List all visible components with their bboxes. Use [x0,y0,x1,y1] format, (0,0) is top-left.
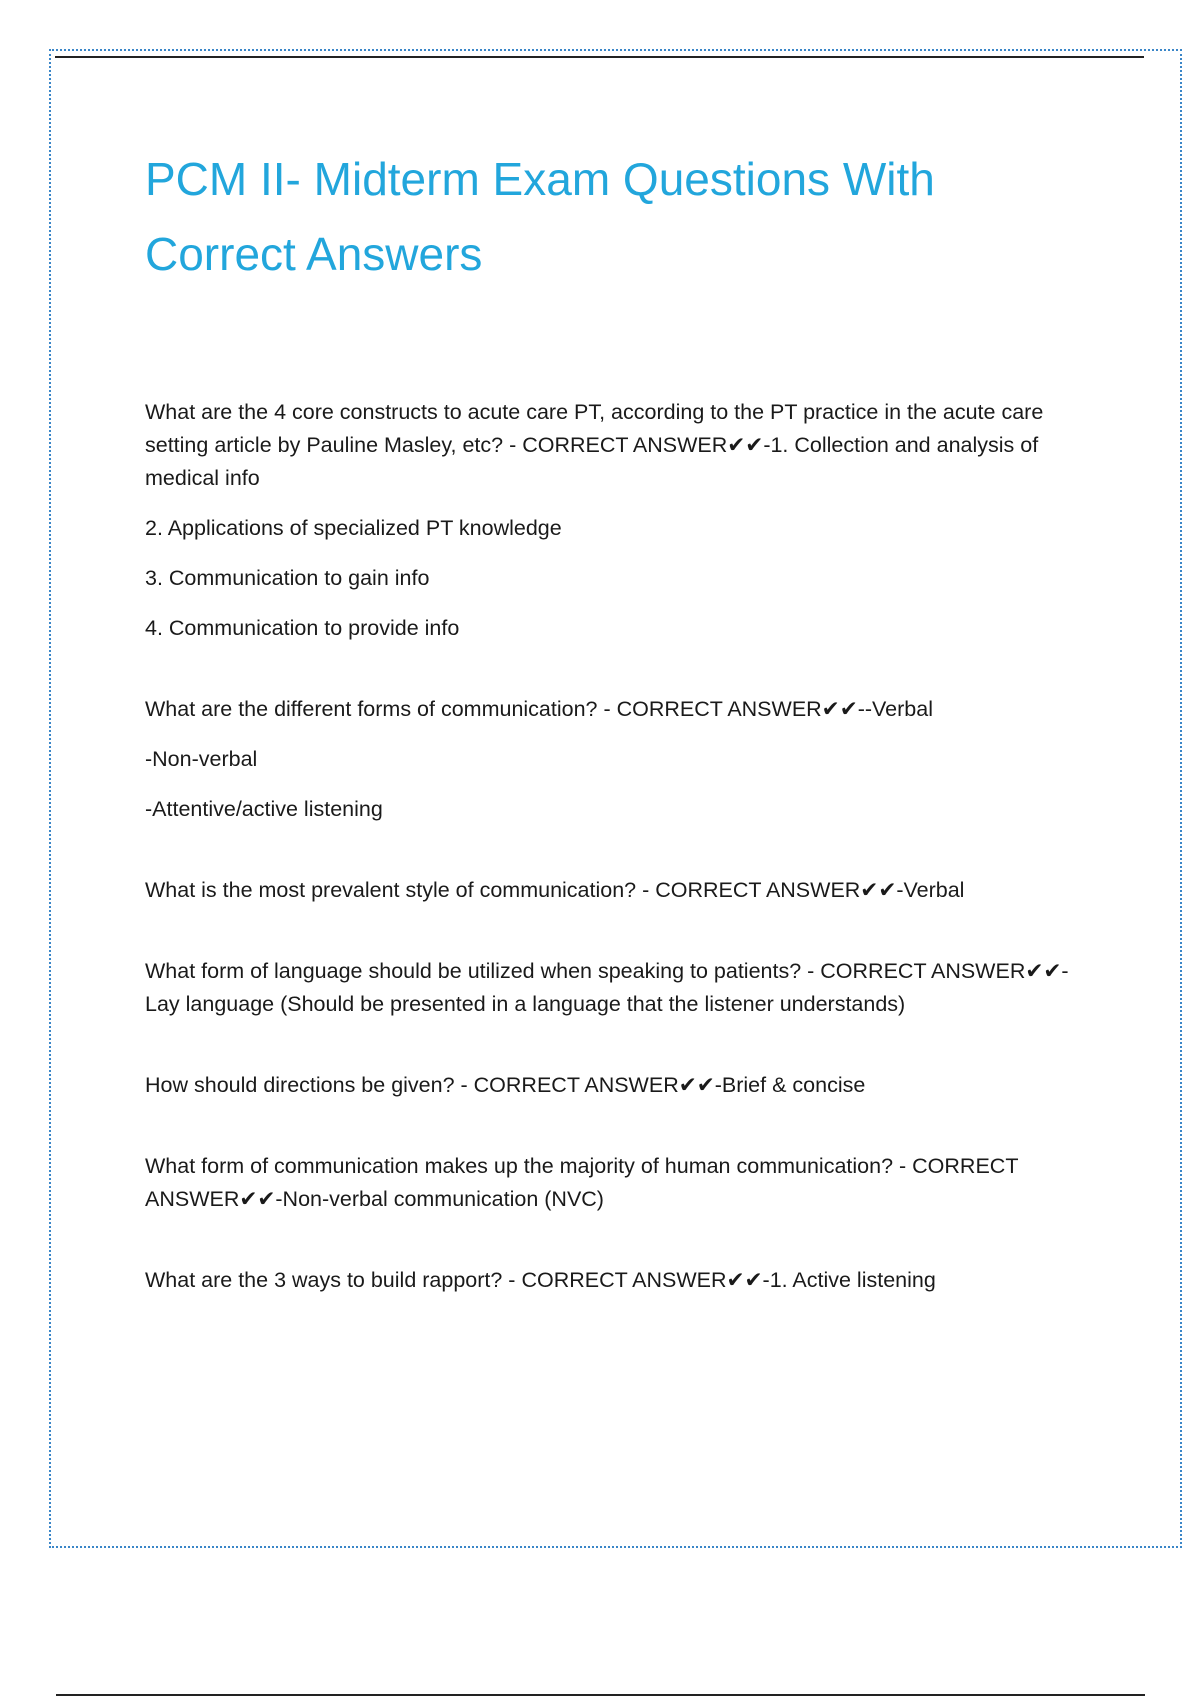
footer-rule [56,1694,1145,1696]
question-answer-text: What form of communication makes up the majority of human communication? - CORRECT ANSWER✔✔-Non-verbal communication (NVC) [145,1154,1019,1211]
qa-list [145,396,1095,1314]
question-answer-text: How should directions be given? - CORRECT ANSWER✔✔-Brief & concise [145,1073,866,1097]
answer-line: -Attentive/active listening [145,797,383,821]
answer-line: 2. Applications of specialized PT knowledge [145,516,562,540]
qa-item [145,1264,1095,1297]
answer-line: 3. Communication to gain info [145,566,430,590]
header-rule [55,56,1144,58]
qa-item [145,874,1095,907]
question-answer-text: What is the most prevalent style of communication? - CORRECT ANSWER✔✔-Verbal [145,878,965,902]
qa-item [145,1069,1095,1102]
document-title: PCM II- Midterm Exam Questions With Correct Answers [145,153,935,280]
answer-line: 4. Communication to provide info [145,616,460,640]
question-answer-text: What form of language should be utilized when speaking to patients? - CORRECT ANSWER✔✔-Lay language (Should be presented in a language that the listener understands) [145,959,1069,1016]
question-answer-text: What are the different forms of communication? - CORRECT ANSWER✔✔--Verbal [145,697,933,721]
qa-item [145,955,1095,1021]
qa-item [145,396,1095,645]
question-answer-text: What are the 3 ways to build rapport? - CORRECT ANSWER✔✔-1. Active listening [145,1268,936,1292]
answer-line: -Non-verbal [145,747,258,771]
qa-item [145,1150,1095,1216]
question-answer-text: What are the 4 core constructs to acute care PT, according to the PT practice in the acute care setting article by Pauline Masley, etc? - CORRECT ANSWER✔✔-1. Collection and analysis of medical info [145,400,1044,490]
qa-item [145,693,1095,826]
